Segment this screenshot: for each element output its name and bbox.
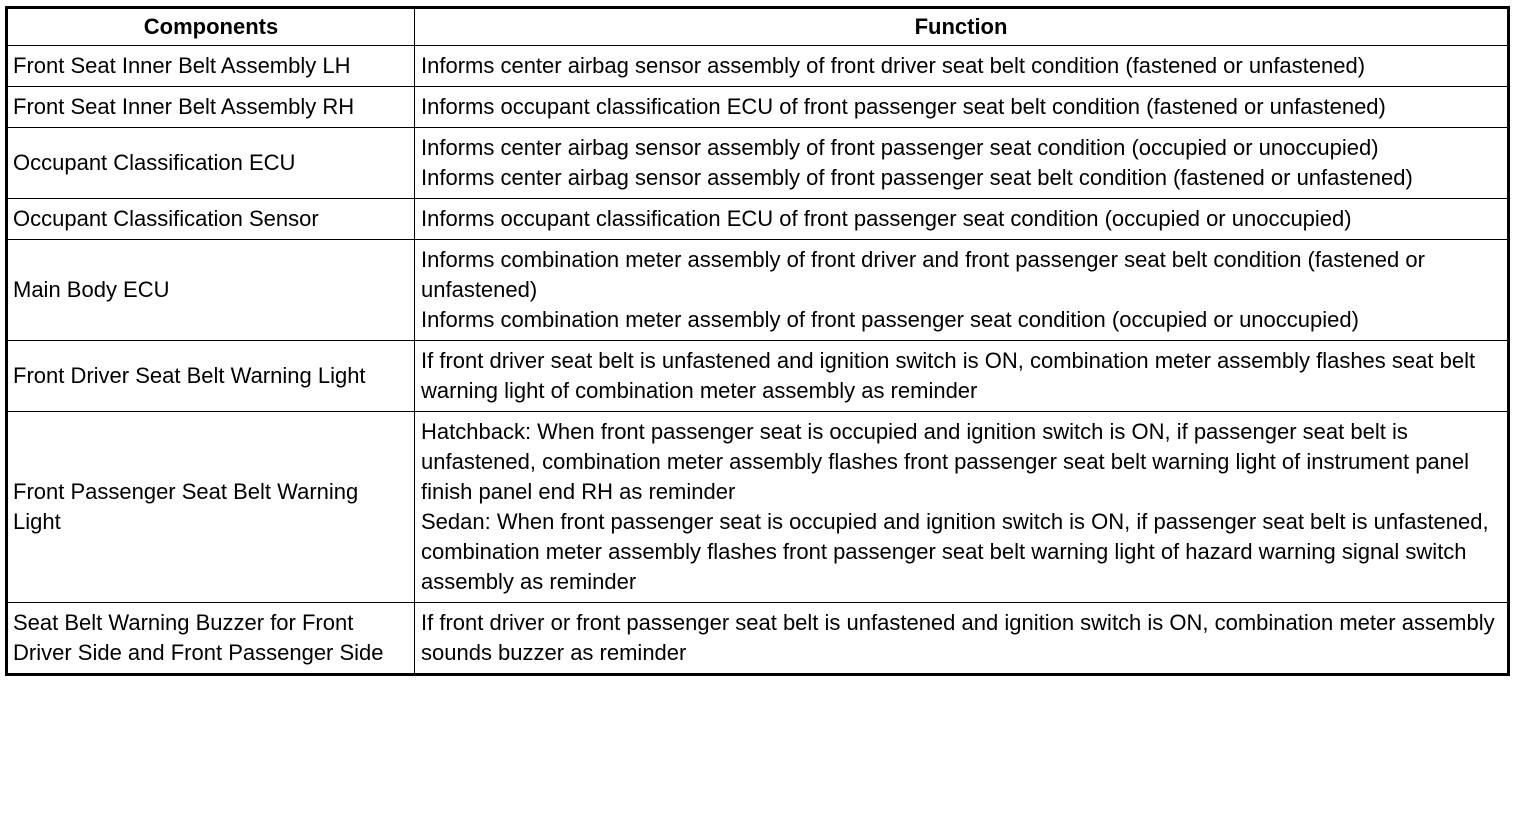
table-row: [7, 412, 1509, 603]
component-cell: Occupant Classification Sensor: [7, 199, 415, 240]
component-cell: Front Seat Inner Belt Assembly LH: [7, 46, 415, 87]
component-cell: Front Driver Seat Belt Warning Light: [7, 341, 415, 412]
components-header: Components: [7, 8, 415, 46]
function-cell: [415, 341, 1509, 412]
function-cell: [415, 199, 1509, 240]
function-cell: [415, 87, 1509, 128]
table-row: [7, 46, 1509, 87]
component-cell: Seat Belt Warning Buzzer for Front Driver Side and Front Passenger Side: [7, 603, 415, 675]
function-cell: [415, 412, 1509, 603]
component-cell: Front Passenger Seat Belt Warning Light: [7, 412, 415, 603]
table-row: [7, 341, 1509, 412]
function-header: Function: [415, 8, 1509, 46]
function-text: Informs combination meter assembly of front passenger seat condition (occupied or unoccupied): [421, 307, 1359, 332]
components-function-table: [5, 6, 1510, 676]
function-text: Hatchback: When front passenger seat is occupied and ignition switch is ON, if passenger seat belt is unfastened, combination meter assembly flashes front passenger seat belt warning light of instrument panel finish panel end RH as reminder: [421, 419, 1470, 504]
function-text: Informs center airbag sensor assembly of front driver seat belt condition (fastened or unfastened): [421, 53, 1366, 78]
table-row: [7, 87, 1509, 128]
function-text: If front driver or front passenger seat belt is unfastened and ignition switch is ON, combination meter assembly sounds buzzer as reminder: [421, 610, 1495, 665]
function-text: Informs combination meter assembly of front driver and front passenger seat belt condition (fastened or unfastened): [421, 247, 1425, 302]
table-row: [7, 240, 1509, 341]
function-cell: [415, 128, 1509, 199]
function-text: Informs occupant classification ECU of front passenger seat condition (occupied or unoccupied): [421, 206, 1352, 231]
function-text: Informs center airbag sensor assembly of front passenger seat condition (occupied or unoccupied): [421, 135, 1379, 160]
function-text: Informs center airbag sensor assembly of front passenger seat belt condition (fastened or unfastened): [421, 165, 1413, 190]
component-cell: Front Seat Inner Belt Assembly RH: [7, 87, 415, 128]
function-text: Sedan: When front passenger seat is occupied and ignition switch is ON, if passenger seat belt is unfastened, combination meter assembly flashes front passenger seat belt warning light of hazard warning signal switch assembly as reminder: [421, 509, 1489, 594]
table-row: [7, 199, 1509, 240]
table-row: [7, 603, 1509, 675]
component-cell: Occupant Classification ECU: [7, 128, 415, 199]
function-text: Informs occupant classification ECU of front passenger seat belt condition (fastened or unfastened): [421, 94, 1386, 119]
component-cell: Main Body ECU: [7, 240, 415, 341]
function-cell: [415, 46, 1509, 87]
function-text: If front driver seat belt is unfastened and ignition switch is ON, combination meter assembly flashes seat belt warning light of combination meter assembly as reminder: [421, 348, 1476, 403]
table-header-row: [7, 8, 1509, 46]
table-row: [7, 128, 1509, 199]
function-cell: [415, 603, 1509, 675]
components-function-table-wrapper: [5, 6, 1510, 676]
function-cell: [415, 240, 1509, 341]
